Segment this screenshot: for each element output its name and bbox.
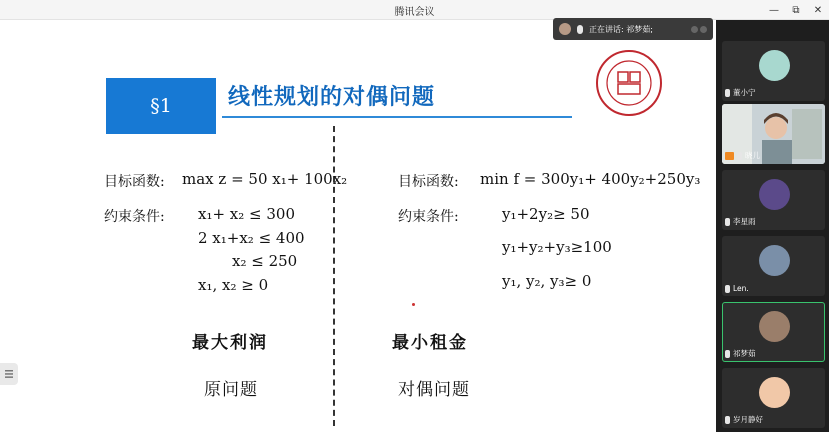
participant-tile[interactable] — [722, 368, 825, 428]
participant-tile-active[interactable] — [722, 302, 825, 362]
close-icon[interactable]: ✕ — [813, 4, 823, 16]
section-number: §1 — [106, 78, 216, 134]
participant-name: 李星雨 — [733, 217, 756, 226]
window-title: 腾讯会议 — [394, 7, 435, 18]
participant-name: 岁月静好 — [733, 415, 763, 424]
left-objective: max z = 50 x₁+ 100x₂ — [182, 170, 348, 188]
participant-name: 祁梦茹 — [733, 349, 756, 358]
microphone-icon — [725, 416, 730, 424]
right-constraint-label: 约束条件: — [398, 209, 459, 225]
right-problem-name: 对偶问题 — [398, 380, 470, 400]
left-constraint-label: 约束条件: — [104, 209, 165, 225]
window-titlebar — [0, 0, 829, 20]
avatar — [759, 50, 790, 81]
microphone-icon — [725, 350, 730, 358]
left-objective-label: 目标函数: — [104, 174, 165, 190]
section-title: 线性规划的对偶问题 — [228, 85, 436, 110]
participant-tile[interactable] — [722, 170, 825, 230]
speaking-text: 正在讲话: 祁梦茹; — [589, 24, 653, 34]
participant-tile[interactable] — [722, 41, 825, 101]
microphone-icon — [737, 152, 742, 160]
left-meaning: 最大利润 — [192, 333, 268, 353]
participant-name: 晓儿 — [745, 151, 760, 160]
microphone-icon — [725, 285, 730, 293]
camera-icon — [725, 152, 734, 160]
window-controls — [763, 0, 829, 20]
right-constraint-3: y₁, y₂, y₃≥ 0 — [502, 272, 592, 290]
right-meaning: 最小租金 — [392, 333, 468, 353]
right-objective-label: 目标函数: — [398, 174, 459, 190]
microphone-icon — [725, 89, 730, 97]
right-constraint-2: y₁+y₂+y₃≥100 — [502, 238, 612, 256]
participant-name: Len. — [733, 284, 749, 293]
laser-pointer-dot — [412, 303, 415, 306]
menu-icon — [4, 369, 14, 379]
microphone-icon — [725, 218, 730, 226]
university-seal-icon — [594, 48, 664, 118]
avatar — [759, 245, 790, 276]
speaking-dots-icon — [691, 26, 707, 33]
left-constraint-3: x₂ ≤ 250 — [232, 252, 298, 270]
participant-tile[interactable] — [722, 236, 825, 296]
shared-slide — [0, 20, 716, 432]
avatar — [759, 311, 790, 342]
title-underline — [222, 116, 572, 118]
left-problem-name: 原问题 — [204, 380, 258, 400]
minimize-icon[interactable]: — — [769, 4, 779, 16]
participants-panel — [716, 20, 829, 432]
restore-icon[interactable]: ⧉ — [792, 4, 800, 16]
left-constraint-1: x₁+ x₂ ≤ 300 — [198, 205, 296, 223]
side-toolbar-toggle[interactable] — [0, 363, 18, 385]
left-constraint-4: x₁, x₂ ≥ 0 — [198, 276, 269, 294]
avatar — [759, 377, 790, 408]
participant-name: 董小宁 — [733, 88, 756, 97]
speaker-avatar — [559, 23, 571, 35]
left-constraint-2: 2 x₁+x₂ ≤ 400 — [198, 229, 305, 247]
right-constraint-1: y₁+2y₂≥ 50 — [502, 205, 590, 223]
participant-tile-video[interactable] — [722, 104, 825, 164]
speaking-indicator — [553, 18, 713, 40]
right-objective: min f = 300y₁+ 400y₂+250y₃ — [480, 170, 701, 188]
avatar — [759, 179, 790, 210]
microphone-icon — [577, 25, 583, 34]
